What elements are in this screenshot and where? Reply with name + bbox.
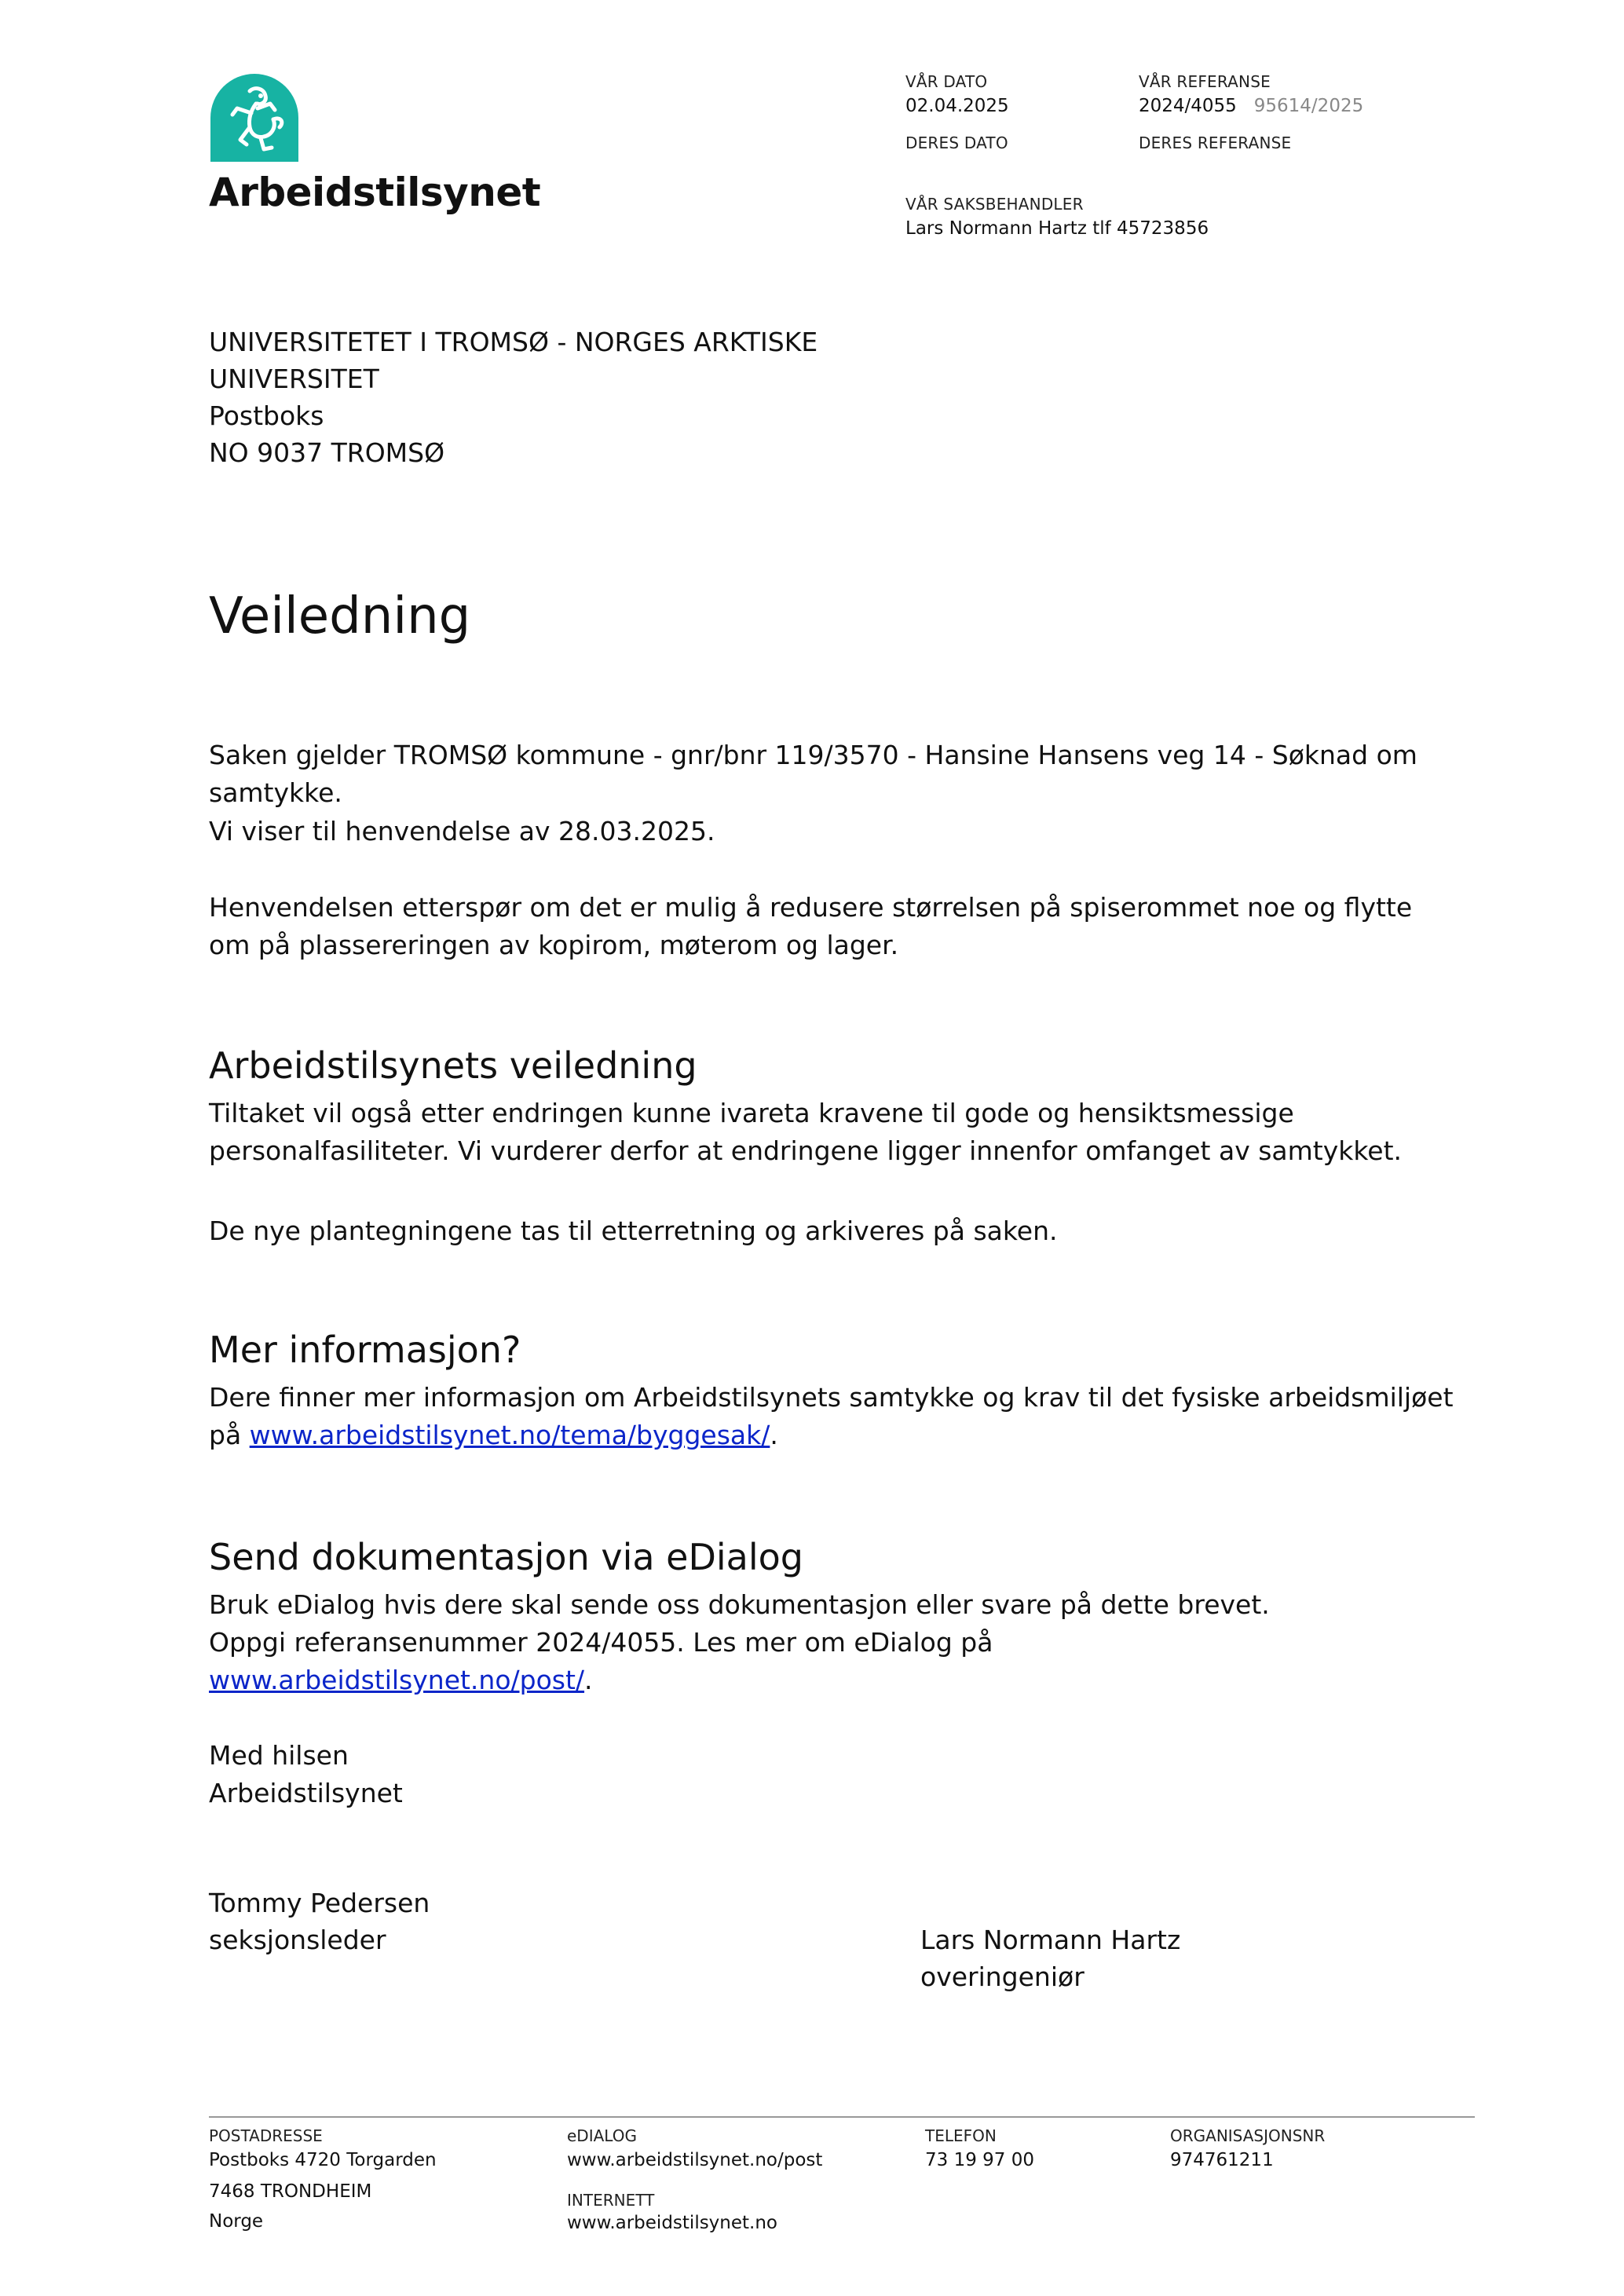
recipient-line: NO 9037 TROMSØ [209,437,445,468]
more-info-end: . [770,1420,778,1450]
signer-2-title: overingeniør [920,1961,1084,1992]
footer-postadresse-3: Norge [209,2211,264,2232]
footer-internett-label: INTERNETT [567,2191,655,2210]
footer-postadresse-label: POSTADRESSE [209,2126,323,2145]
edialog-text: Bruk eDialog hvis dere skal sende oss dokumentasjon eller svare på dette brevet. Oppgi referansenummer 2024/4055. Les mer om eDialog på [209,1589,1270,1658]
deres-dato-label: DERES DATO [905,133,1008,152]
paragraph-reference: Vi viser til henvendelse av 28.03.2025. [209,816,715,846]
paragraph-more-info [209,1379,1465,1454]
closing-greeting: Med hilsen [209,1740,349,1771]
footer-edialog-value: www.arbeidstilsynet.no/post [567,2150,823,2170]
deres-referanse-label: DERES REFERANSE [1139,133,1292,152]
recipient-address [209,324,817,471]
signer-1-title: seksjonsleder [209,1925,386,1955]
heading-veiledning: Arbeidstilsynets veiledning [209,1044,697,1087]
var-referanse-label: VÅR REFERANSE [1139,72,1271,91]
footer-internett-value: www.arbeidstilsynet.no [567,2213,778,2233]
footer-telefon-label: TELEFON [925,2126,997,2145]
var-referanse-value [1139,96,1363,116]
saksbehandler-label: VÅR SAKSBEHANDLER [905,195,1084,214]
heading-edialog: Send dokumentasjon via eDialog [209,1536,803,1578]
var-referanse-number: 2024/4055 [1139,96,1237,116]
var-dato-value: 02.04.2025 [905,96,1009,116]
paragraph-edialog [209,1586,1340,1699]
footer-edialog-label: eDIALOG [567,2126,637,2145]
byggesak-link[interactable]: www.arbeidstilsynet.no/tema/byggesak/ [249,1420,770,1450]
footer-divider [209,2116,1475,2118]
var-referanse-doc-number: 95614/2025 [1253,96,1364,116]
recipient-line: UNIVERSITETET I TROMSØ - NORGES ARKTISKE [209,327,818,357]
post-link[interactable]: www.arbeidstilsynet.no/post/ [209,1665,585,1695]
heading-more-info: Mer informasjon? [209,1329,521,1371]
more-info-text: Dere finner mer informasjon om Arbeidstilsynets samtykke og krav til det fysiske arbeidsmiljøet på [209,1382,1454,1450]
lion-logo-icon [209,72,300,163]
paragraph-request: Henvendelsen etterspør om det er mulig å redusere størrelsen på spiserommet noe og flytte om på plassereringen av kopirom, møterom og lager. [209,892,1413,960]
footer-telefon-value: 73 19 97 00 [925,2150,1034,2170]
recipient-line: UNIVERSITET [209,364,379,394]
paragraph-case: Saken gjelder TROMSØ kommune - gnr/bnr 119/3570 - Hansine Hansens veg 14 - Søknad om samtykke. [209,740,1417,808]
signer-2-name: Lars Normann Hartz [920,1925,1181,1955]
var-dato-label: VÅR DATO [905,72,988,91]
logo-wordmark: Arbeidstilsynet [209,170,541,215]
letter-title: Veiledning [209,587,471,645]
footer-orgnr-label: ORGANISASJONSNR [1170,2126,1326,2145]
signer-1-name: Tommy Pedersen [209,1888,430,1918]
saksbehandler-value: Lars Normann Hartz tlf 45723856 [905,218,1209,239]
footer-postadresse-1: Postboks 4720 Torgarden [209,2150,437,2170]
paragraph-drawings: De nye plantegningene tas til etterretning og arkiveres på saken. [209,1216,1058,1246]
closing-org: Arbeidstilsynet [209,1778,403,1808]
paragraph-guidance: Tiltaket vil også etter endringen kunne ivareta kravene til gode og hensiktsmessige personalfasiliteter. Vi vurderer derfor at endringene ligger innenfor omfanget av samtykket. [209,1098,1403,1166]
edialog-end: . [584,1665,593,1695]
recipient-line: Postboks [209,400,324,431]
footer-orgnr-value: 974761211 [1170,2150,1274,2170]
footer-postadresse-2: 7468 TRONDHEIM [209,2181,372,2202]
